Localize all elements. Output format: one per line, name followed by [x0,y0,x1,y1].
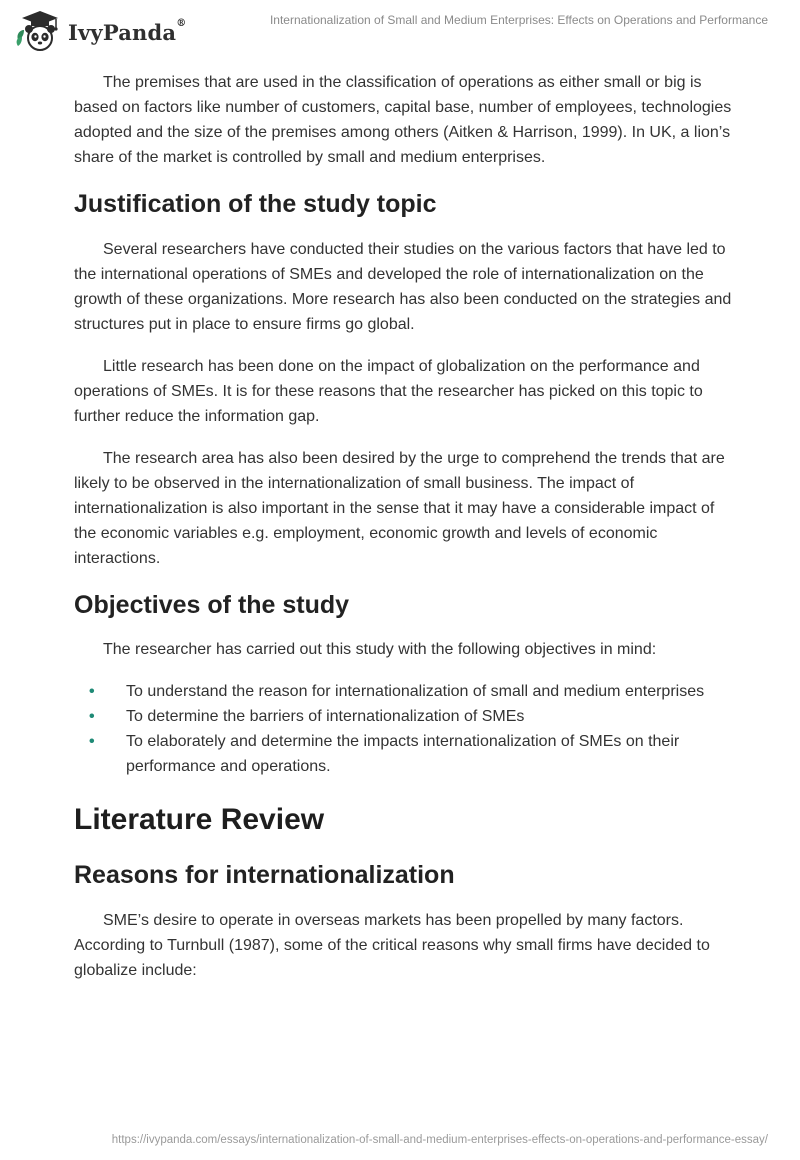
list-item: • To determine the barriers of internationalization of SMEs [74,704,734,729]
objectives-intro: The researcher has carried out this study with the following objectives in mind: [103,641,657,658]
bullet-icon: • [89,733,95,750]
bullet-icon: • [89,683,95,700]
bullet-icon: • [89,708,95,725]
ivypanda-logo[interactable] [14,8,186,52]
list-item: • To understand the reason for internationalization of small and medium enterprises [74,679,734,704]
page-header [0,0,800,60]
list-item: • To elaborately and determine the impacts internationalization of SMEs on their performance and operations. [74,729,734,779]
justification-paragraph-2: Little research has been done on the impact of globalization on the performance and operations of SMEs. It is for these reasons that the researcher has picked on this topic to further reduce the information gap. [74,358,703,425]
reasons-paragraph: SME’s desire to operate in overseas markets has been propelled by many factors. According to Turnbull (1987), some of the critical reasons why small firms have decided to globalize include: [74,912,710,979]
subsection-heading-reasons: Reasons for internationalization [74,861,455,889]
section-heading-objectives: Objectives of the study [74,591,350,619]
source-url[interactable]: https://ivypanda.com/essays/internationalization-of-small-and-medium-enterprises-effects-on-operations-and-performance-essay/ [111,1134,768,1146]
article-body [74,70,734,983]
justification-paragraph-3: The research area has also been desired by the urge to comprehend the trends that are likely to be observed in the internationalization of small business. The impact of internationalization is also important in the sense that it may have a considerable impact of the economic variables e.g. employment, economic growth and levels of economic interactions. [74,450,725,567]
objectives-list [74,679,734,779]
panda-graduate-icon [14,8,66,52]
intro-paragraph: The premises that are used in the classification of operations as either small or big is based on factors like number of customers, capital base, number of employees, technologies adopted and the size of the premises among others (Aitken & Harrison, 1999). In UK, a lion’s share of the market is controlled by small and medium enterprises. [74,74,732,166]
document-title: Internationalization of Small and Medium Enterprises: Effects on Operations and Performance [269,13,768,27]
justification-paragraph-1: Several researchers have conducted their studies on the various factors that have led to the international operations of SMEs and developed the role of internationalization on the growth of these organizations. More research has also been conducted on the strategies and structures put in place to ensure firms go global. [74,241,732,333]
section-heading-justification: Justification of the study topic [74,190,437,218]
logo-wordmark: IvyPanda® [68,17,187,45]
section-heading-literature-review: Literature Review [74,803,325,836]
